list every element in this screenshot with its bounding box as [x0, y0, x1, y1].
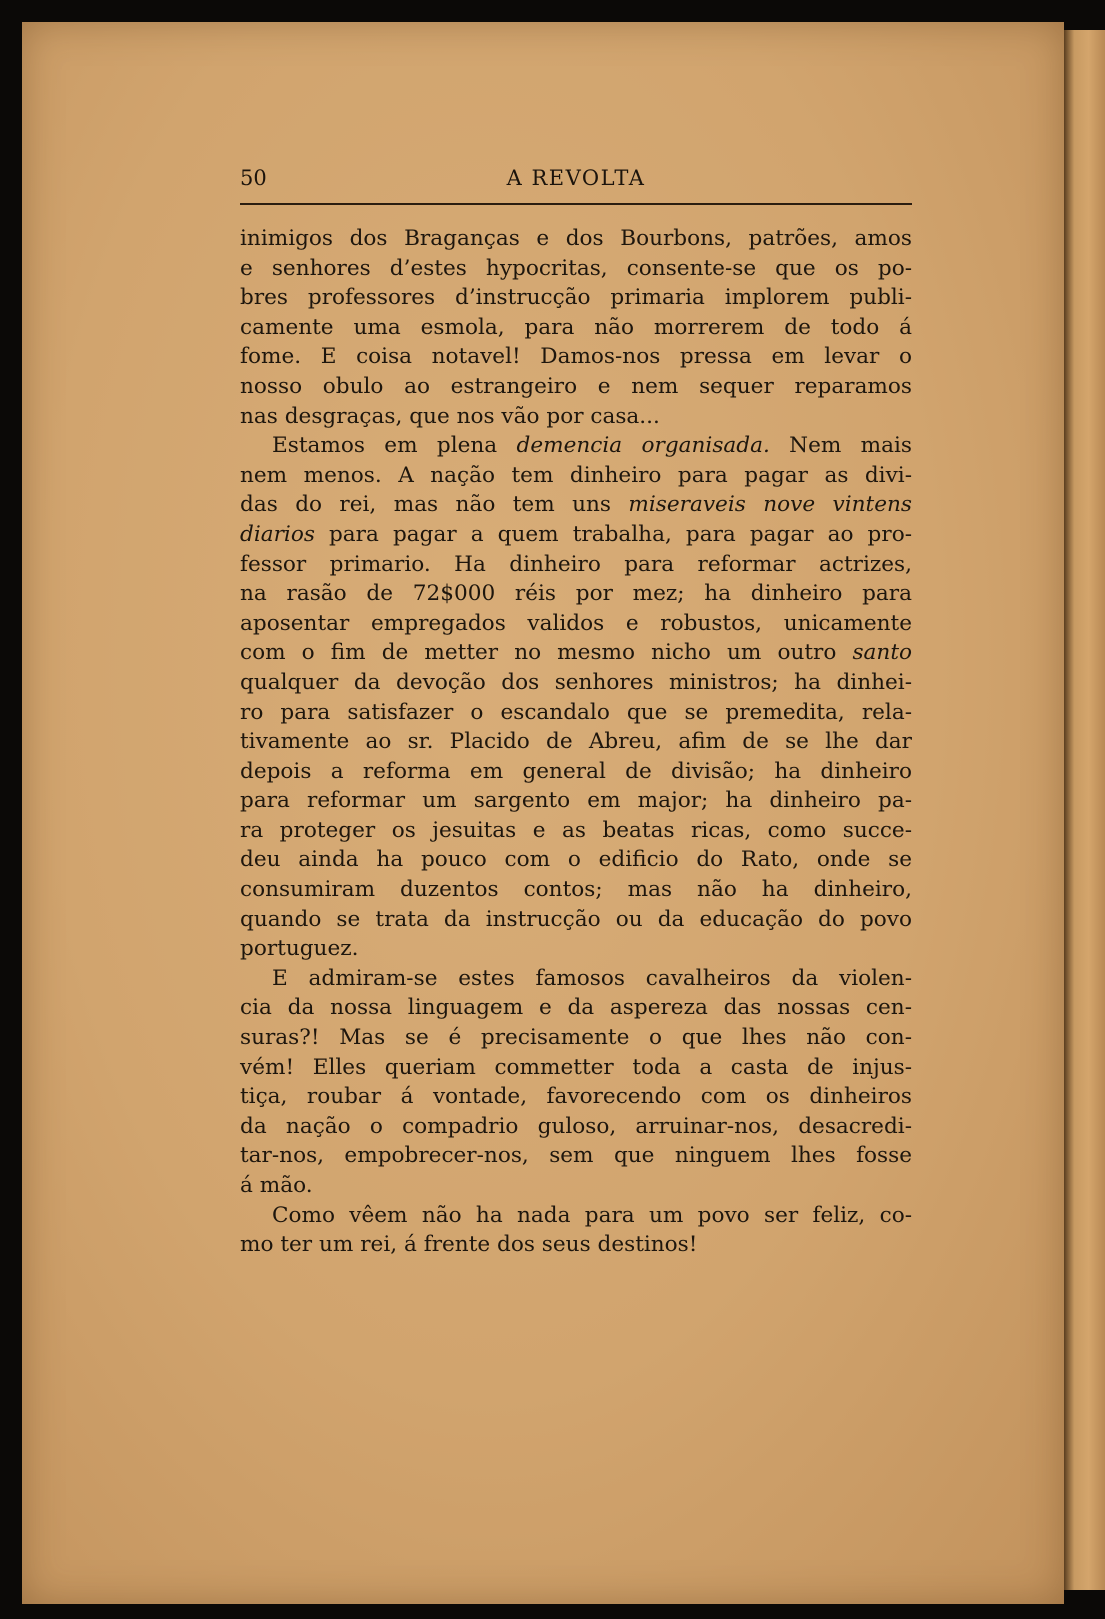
text-line: inimigos dos Braganças e dos Bourbons, patrões, amos	[240, 226, 912, 251]
text-run: Estamos em plena	[272, 433, 517, 459]
text-line	[240, 431, 912, 461]
paragraph-2	[240, 431, 912, 964]
text-line: bres professores d’instrucção primaria implorem publi-	[240, 285, 912, 311]
running-title: A REVOLTA	[506, 166, 646, 190]
paragraph-1	[240, 224, 912, 431]
text-line: á mão.	[240, 1173, 313, 1198]
text-line: nas desgraças, que nos vão por casa...	[240, 403, 660, 429]
text-line: deu ainda ha pouco com o edificio do Rato, onde se	[240, 847, 912, 873]
text-line: camente uma esmola, para não morrerem de todo á	[240, 314, 912, 340]
italic-phrase: diarios	[240, 521, 315, 547]
text-line: ro para satisfazer o escandalo que se premedita, rela-	[240, 699, 912, 725]
running-head	[240, 166, 912, 196]
text-line: suras?! Mas se é precisamente o que lhes não con-	[240, 1025, 912, 1051]
next-page-edge	[1064, 30, 1105, 1590]
text-run: para pagar a quem trabalha, para pagar ao pro-	[314, 521, 912, 547]
text-line	[240, 490, 912, 520]
text-line: aposentar empregados validos e robustos, unicamente	[240, 610, 912, 636]
text-line: e senhores d’estes hypocritas, consente-se que os po-	[240, 255, 912, 281]
header-rule	[240, 203, 912, 205]
paragraph-3	[240, 964, 912, 1201]
text-line: da nação o compadrio guloso, arruinar-nos, desacredi-	[240, 1113, 912, 1139]
text-line: depois a reforma em general de divisão; ha dinheiro	[240, 758, 912, 784]
text-line: tar-nos, empobrecer-nos, sem que ninguem lhes fosse	[240, 1143, 912, 1169]
paragraph-4	[240, 1201, 912, 1260]
text-line: E admiram-se estes famosos cavalheiros da violen-	[272, 965, 912, 991]
text-line	[240, 638, 912, 668]
text-line: vém! Elles queriam commetter toda a casta de injus-	[240, 1054, 912, 1080]
italic-phrase: santo	[852, 640, 912, 666]
text-line: mo ter um rei, á frente dos seus destinos!	[240, 1232, 698, 1258]
text-line: para reformar um sargento em major; ha dinheiro pa-	[240, 788, 912, 814]
text-run: Nem mais	[769, 433, 913, 459]
text-line: Como vêem não ha nada para um povo ser feliz, co-	[272, 1202, 912, 1228]
text-line: portuguez.	[240, 936, 359, 962]
text-run: com o fim de metter no mesmo nicho um outro	[240, 640, 853, 666]
text-line: tiça, roubar á vontade, favorecendo com os dinheiros	[240, 1084, 912, 1110]
text-line: tivamente ao sr. Placido de Abreu, afim de se lhe dar	[240, 729, 912, 755]
text-line: quando se trata da instrucção ou da educação do povo	[240, 906, 912, 932]
text-line: qualquer da devoção dos senhores ministros; ha dinhei-	[240, 669, 912, 695]
text-line: consumiram duzentos contos; mas não ha dinheiro,	[240, 877, 912, 903]
page-number: 50	[240, 166, 267, 190]
italic-phrase: miseraveis nove vintens	[628, 492, 912, 518]
text-run: das do rei, mas não tem uns	[240, 492, 629, 518]
text-line: nem menos. A nação tem dinheiro para pagar as divi-	[240, 462, 912, 488]
text-line: cia da nossa linguagem e da aspereza das nossas cen-	[240, 995, 912, 1021]
text-line: fessor primario. Ha dinheiro para reformar actrizes,	[240, 551, 912, 577]
text-line	[240, 520, 912, 550]
text-line: na rasão de 72$000 réis por mez; ha dinheiro para	[240, 581, 912, 607]
text-line: ra proteger os jesuitas e as beatas ricas, como succe-	[240, 817, 912, 843]
text-line: nosso obulo ao estrangeiro e nem sequer reparamos	[240, 373, 912, 399]
body-text	[240, 224, 912, 1260]
text-line: fome. E coisa notavel! Damos-nos pressa em levar o	[240, 344, 912, 370]
italic-phrase: demencia organisada.	[516, 433, 770, 459]
